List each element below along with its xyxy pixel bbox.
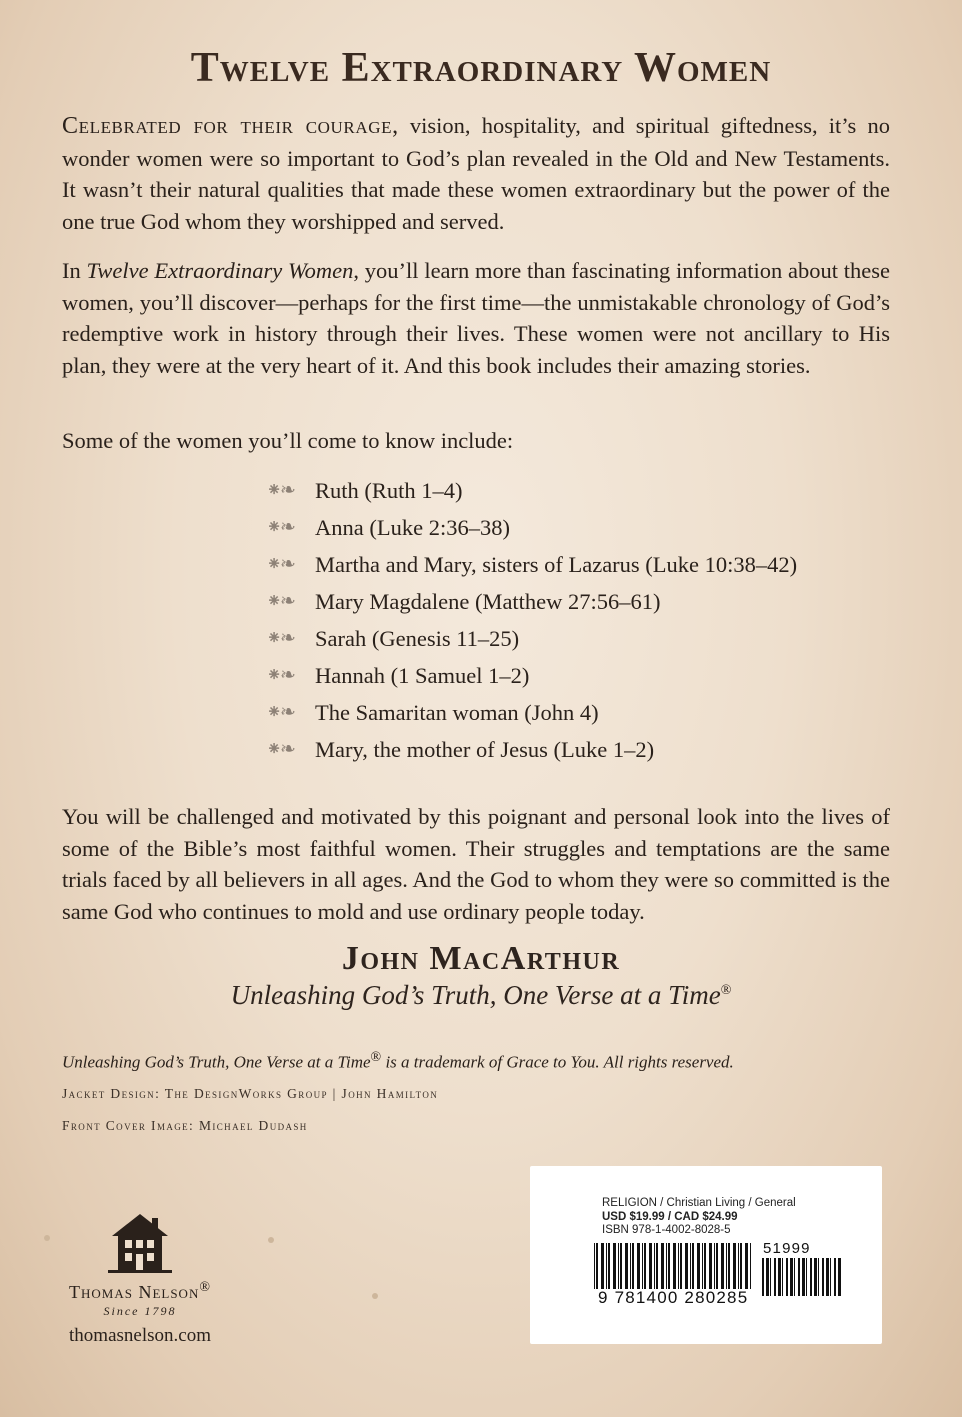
barcode-number: 9 781400 280285 — [598, 1288, 749, 1307]
barcode-bar — [810, 1258, 812, 1296]
barcode-bar — [702, 1243, 703, 1289]
barcode-bar — [822, 1258, 824, 1296]
barcode-bar — [802, 1258, 805, 1296]
closing-paragraph: You will be challenged and motivated by this poignant and personal look into the lives of some of the Bible’s most faithful women. Their struggles and temptations are the same trials faced by all believers in all ages. And the God to whom they were so committed is the same God who continues to mold and use ordinary people today. — [62, 804, 890, 924]
trademark-notice — [62, 1050, 734, 1073]
barcode-bar — [673, 1243, 676, 1289]
description-paragraph — [62, 255, 890, 381]
barcode-bar — [774, 1258, 776, 1296]
list-item — [262, 546, 797, 583]
barcode-bar — [745, 1243, 748, 1289]
list-item — [262, 620, 797, 657]
barcode-price-code: 51999 — [763, 1240, 811, 1257]
barcode-bar — [798, 1258, 800, 1296]
list-item — [262, 657, 797, 694]
barcode-bar — [608, 1243, 610, 1289]
barcode-bar — [637, 1243, 640, 1289]
list-item — [262, 472, 797, 509]
barcode-bar — [678, 1243, 679, 1289]
fleuron-icon: ⁕❧ — [266, 554, 294, 575]
book-title-inline: Twelve Extraordinary Women — [86, 258, 354, 283]
barcode-bar — [750, 1243, 751, 1289]
barcode-category: RELIGION / Christian Living / General — [602, 1197, 796, 1209]
fleuron-icon: ⁕❧ — [266, 480, 294, 501]
fleuron-icon: ⁕❧ — [266, 665, 294, 686]
barcode-bar — [714, 1243, 715, 1289]
fleuron-icon: ⁕❧ — [266, 628, 294, 649]
barcode-bar — [596, 1243, 598, 1289]
jacket-design-credit: Jacket Design: The DesignWorks Group | John Hamilton — [62, 1086, 439, 1101]
barcode-bar — [668, 1243, 670, 1289]
list-item-text: Ruth (Ruth 1–4) — [315, 478, 463, 503]
description-before: In — [62, 258, 87, 283]
cover-image-credit: Front Cover Image: Michael Dudash — [62, 1118, 308, 1133]
barcode-bar — [814, 1258, 817, 1296]
barcode-bar — [806, 1258, 807, 1296]
paper-speck — [268, 1237, 274, 1243]
description-after: , you’ll learn more than fascinating information about these women, you’ll discover—perhaps for the first time—the unmistakable chronology of God’s redemptive work in history through their lives. These women were not ancillary to His plan, they were at the very heart of it. And this book includes their amazing stories. — [62, 258, 890, 378]
barcode-price: USD $19.99 / CAD $24.99 — [602, 1210, 738, 1223]
barcode-bar — [654, 1243, 655, 1289]
book-title: Twelve Extraordinary Women — [190, 45, 772, 91]
barcode-bar — [716, 1243, 718, 1289]
barcode-bar — [709, 1243, 712, 1289]
author-name: John MacArthur — [341, 940, 621, 977]
barcode-bar — [661, 1243, 664, 1289]
list-item-text: Martha and Mary, sisters of Lazarus (Luke 10:38–42) — [315, 552, 798, 577]
list-item-text: Mary, the mother of Jesus (Luke 1–2) — [315, 737, 655, 762]
publisher-name — [40, 1280, 240, 1303]
barcode-bar — [618, 1243, 619, 1289]
publisher-since: Since 1798 — [103, 1304, 177, 1318]
publisher-name-text: Thomas Nelson — [69, 1282, 200, 1302]
intro-paragraph — [62, 110, 890, 237]
barcode-bar — [692, 1243, 694, 1289]
barcode-bar — [790, 1258, 793, 1296]
barcode-bar — [630, 1243, 631, 1289]
trademark-rest: is a trademark of Grace to You. All rights reserved. — [381, 1052, 734, 1072]
barcode-bar — [680, 1243, 682, 1289]
barcode-bar — [632, 1243, 634, 1289]
author-tagline — [0, 980, 962, 1011]
tagline-text: Unleashing God’s Truth, One Verse at a Time — [230, 980, 721, 1010]
registered-mark: ® — [370, 1050, 382, 1065]
registered-mark: ® — [720, 983, 732, 998]
fleuron-icon: ⁕❧ — [266, 702, 294, 723]
barcode-bar — [782, 1258, 783, 1296]
barcode-bar — [620, 1243, 622, 1289]
barcode-bar — [685, 1243, 688, 1289]
barcode-isbn: ISBN 978-1-4002-8028-5 — [602, 1224, 731, 1236]
barcode-bar — [826, 1258, 829, 1296]
house-icon — [108, 1212, 172, 1274]
list-item — [262, 731, 797, 768]
intro-lead: Celebrated for their courage, — [62, 113, 399, 139]
publisher-block — [40, 1212, 240, 1347]
barcode-bar — [721, 1243, 724, 1289]
barcode-bar — [606, 1243, 607, 1289]
barcode-bar — [834, 1258, 836, 1296]
barcode-bar — [704, 1243, 706, 1289]
barcode-bar — [697, 1243, 700, 1289]
paper-speck — [372, 1293, 378, 1299]
barcode-bar — [770, 1258, 771, 1296]
women-list — [262, 472, 797, 768]
barcode-bar — [794, 1258, 795, 1296]
paper-speck — [44, 1235, 50, 1241]
barcode-bar — [690, 1243, 691, 1289]
fleuron-icon: ⁕❧ — [266, 739, 294, 760]
barcode-bar — [613, 1243, 616, 1289]
intro-rest: vision, hospitality, and spiritual giftedness, it’s no wonder women were so important to God’s plan revealed in the Old and New Testaments. It wasn’t their natural qualities that made these women extraordinary but the power of the one true God whom they worshipped and served. — [62, 113, 891, 234]
barcode-bar — [728, 1243, 730, 1289]
list-item — [262, 694, 797, 731]
barcode-bar — [644, 1243, 646, 1289]
barcode-bar — [649, 1243, 652, 1289]
trademark-phrase: Unleashing God’s Truth, One Verse at a Time — [62, 1052, 371, 1072]
barcode-bar — [818, 1258, 819, 1296]
fleuron-icon: ⁕❧ — [266, 591, 294, 612]
barcode-bar — [762, 1258, 764, 1296]
barcode-bar — [601, 1243, 604, 1289]
publisher-url: thomasnelson.com — [69, 1325, 211, 1346]
barcode-bar — [778, 1258, 781, 1296]
list-item — [262, 509, 797, 546]
barcode-bar — [642, 1243, 643, 1289]
list-item-text: Hannah (1 Samuel 1–2) — [315, 663, 530, 688]
barcode-bar — [594, 1243, 595, 1289]
barcode-bar — [740, 1243, 742, 1289]
barcode-bar — [766, 1258, 769, 1296]
barcode-bar — [830, 1258, 831, 1296]
registered-mark: ® — [199, 1280, 211, 1295]
list-item-text: Anna (Luke 2:36–38) — [315, 515, 510, 540]
barcode-bars — [530, 1166, 882, 1344]
list-item-text: Mary Magdalene (Matthew 27:56–61) — [315, 589, 661, 614]
list-item-text: Sarah (Genesis 11–25) — [315, 626, 520, 651]
barcode-bar — [726, 1243, 727, 1289]
list-item — [262, 583, 797, 620]
barcode-bar — [738, 1243, 739, 1289]
fleuron-icon: ⁕❧ — [266, 517, 294, 538]
barcode-label — [530, 1166, 882, 1344]
barcode-bar — [666, 1243, 667, 1289]
barcode-bar — [786, 1258, 788, 1296]
list-intro: Some of the women you’ll come to know include: — [62, 428, 514, 453]
barcode-bar — [656, 1243, 658, 1289]
list-item-text: The Samaritan woman (John 4) — [315, 700, 599, 725]
barcode-bar — [733, 1243, 736, 1289]
barcode-bar — [625, 1243, 628, 1289]
barcode-bar — [838, 1258, 841, 1296]
